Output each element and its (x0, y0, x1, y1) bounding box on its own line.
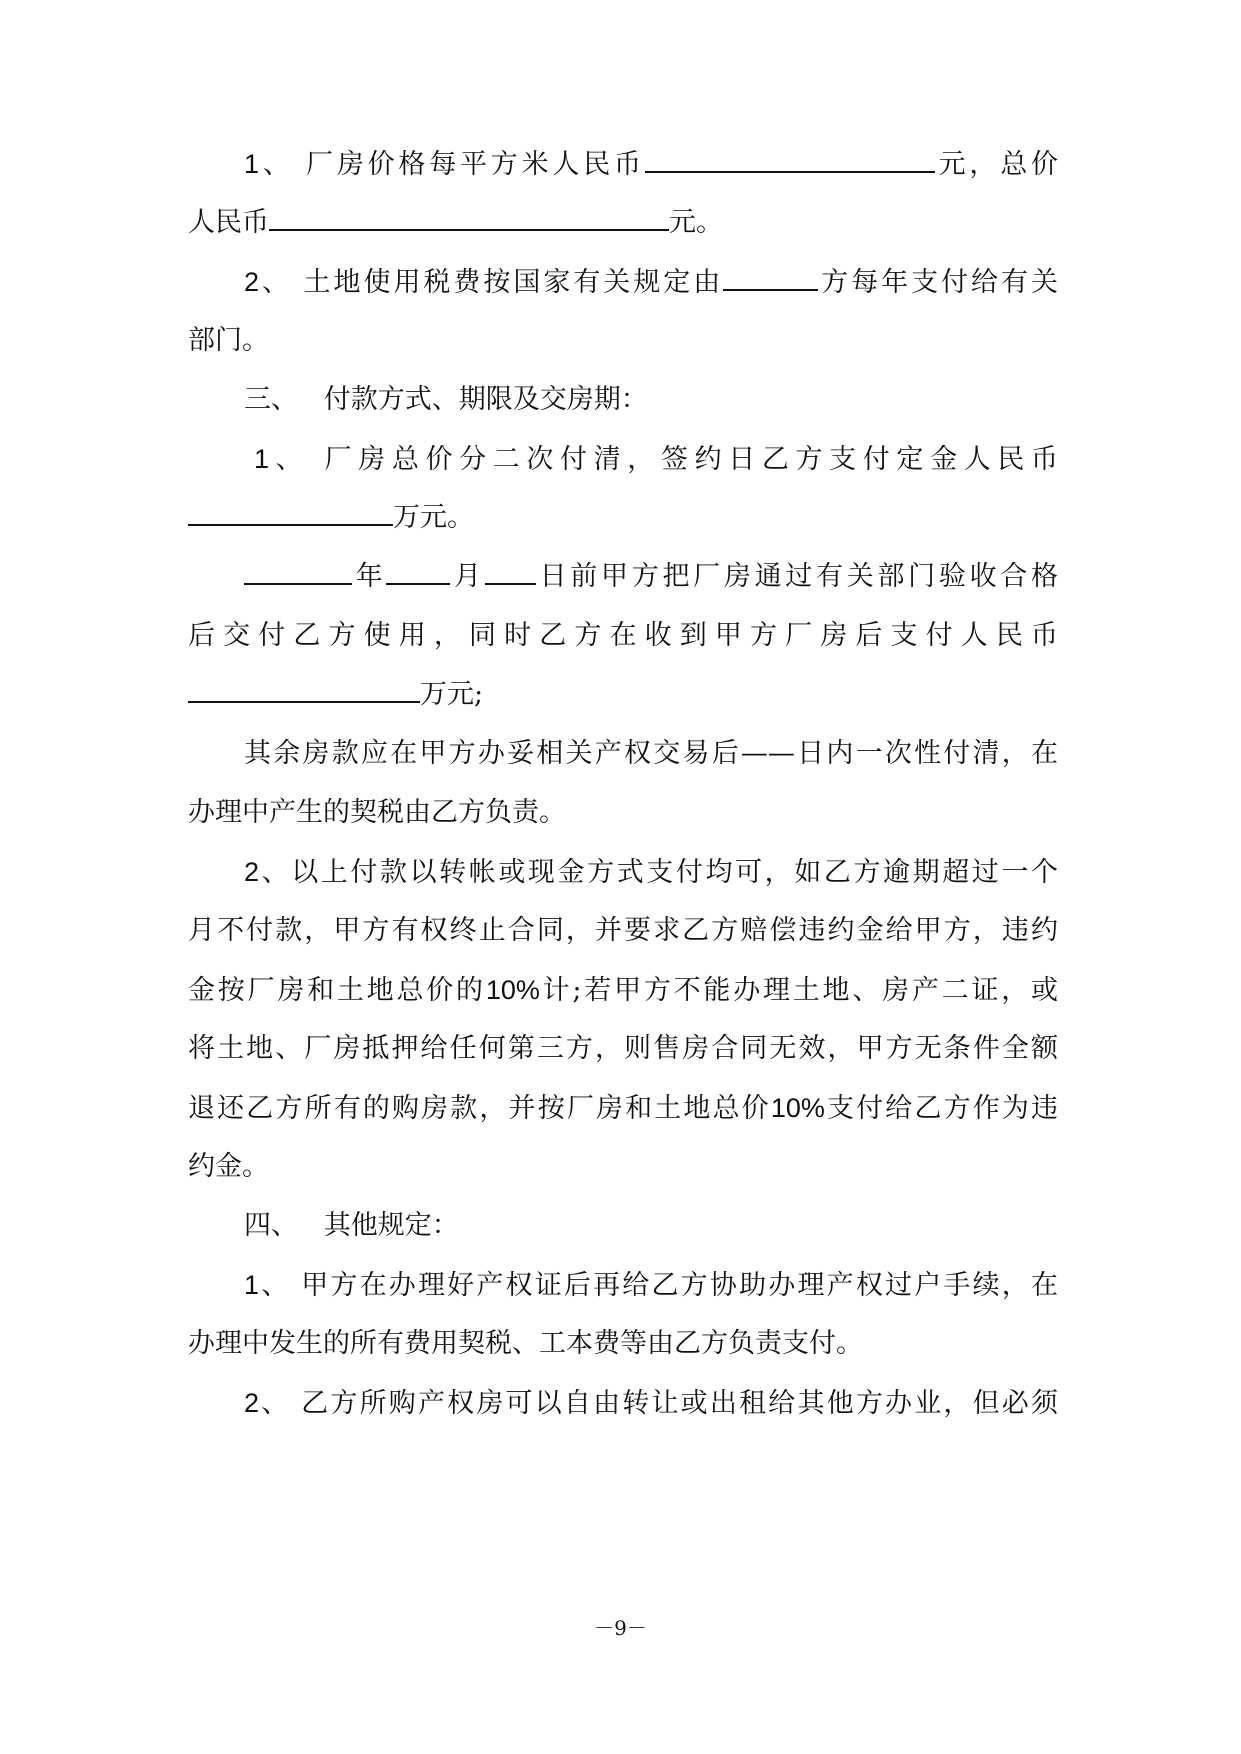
clause-price-line-1 (244, 139, 1058, 189)
clause-delivery-line-1 (244, 552, 1058, 602)
text: 人民币 (188, 207, 269, 238)
text: 甲方在办理好产权证后再给乙方协助办理产权过户手续，在 (301, 1270, 1058, 1301)
clause-tax-line-1 (244, 257, 1058, 307)
blank-field (269, 199, 669, 231)
text: 约金。 (188, 1151, 269, 1182)
page-number: －9－ (594, 1616, 647, 1640)
text: 乙方所购产权房可以自由转让或出租给其他方办业，但必须 (301, 1388, 1058, 1419)
text: 元。 (669, 207, 723, 238)
blank-field (485, 553, 536, 585)
text: 月不付款，甲方有权终止合同，并要求乙方赔偿违约金给甲方，违约 (188, 915, 1058, 946)
section-heading-4 (244, 1201, 1058, 1251)
section-number: 三、 (244, 384, 298, 415)
text: 其余房款应在甲方办妥相关产权交易后——日内一次性付清，在 (244, 738, 1058, 769)
clause-balance-line-1 (244, 729, 1058, 779)
clause-number: 1、 (244, 149, 294, 179)
blank-field (645, 141, 935, 173)
text: 将土地、厂房抵押给任何第三方，则售房合同无效，甲方无条件全额 (188, 1033, 1058, 1064)
clause-payment-line-2 (188, 493, 1058, 543)
text: 支付给乙方作为违 (824, 1093, 1059, 1124)
text: 以上付款以转帐或现金方式支付均可，如乙方逾期超过一个 (291, 857, 1058, 888)
blank-field (188, 494, 393, 526)
clause-balance-line-2 (188, 788, 1058, 838)
percentage: 10% (770, 1093, 825, 1123)
text: 万元。 (393, 502, 474, 533)
clause-number: 2、 (244, 267, 292, 297)
blank-field (244, 553, 352, 585)
text: 后交付乙方使用，同时乙方在收到甲方厂房后支付人民币 (188, 620, 1058, 651)
clause-delivery-line-2 (188, 611, 1058, 661)
clause-penalty-line-5 (188, 1083, 1058, 1133)
text: 土地使用税费按国家有关规定由 (303, 267, 724, 298)
clause-penalty-line-6 (188, 1142, 1058, 1192)
clause-resale-line-1 (244, 1378, 1058, 1428)
text: 退还乙方所有的购房款，并按厂房和土地总价 (188, 1093, 771, 1124)
text: 月 (450, 561, 485, 592)
section-heading-3 (244, 375, 1058, 425)
text: 计;若甲方不能办理土地、房产二证，或 (539, 975, 1058, 1006)
clause-penalty-line-1 (244, 847, 1058, 897)
clause-delivery-line-3 (188, 670, 1058, 720)
clause-tax-line-2 (188, 316, 1058, 366)
text: 日前甲方把厂房通过有关部门验收合格 (535, 561, 1059, 592)
text: 万元; (420, 679, 484, 710)
clause-number: 2、 (244, 857, 292, 887)
clause-number: 1、 (244, 1270, 291, 1300)
text: 金按厂房和土地总价的 (188, 975, 486, 1006)
clause-penalty-line-2 (188, 906, 1058, 956)
clause-number: 1、 (254, 444, 310, 474)
section-number: 四、 (244, 1210, 298, 1241)
section-title: 其他规定： (323, 1210, 459, 1241)
text: 办理中产生的契税由乙方负责。 (188, 797, 566, 828)
text: 方每年支付给有关 (818, 267, 1058, 298)
text: 办理中发生的所有费用契税、工本费等由乙方负责支付。 (188, 1328, 863, 1359)
blank-field (386, 553, 450, 585)
clause-penalty-line-3 (188, 965, 1058, 1015)
clause-transfer-line-1 (244, 1260, 1058, 1310)
text: 厂房价格每平方米人民币 (306, 149, 645, 180)
clause-penalty-line-4 (188, 1024, 1058, 1074)
clause-price-line-2 (188, 198, 1058, 248)
section-title: 付款方式、期限及交房期： (323, 384, 648, 415)
blank-field (188, 671, 420, 703)
text: 厂房总价分二次付清，签约日乙方支付定金人民币 (324, 444, 1058, 475)
text: 部门。 (188, 325, 269, 356)
clause-number: 2、 (244, 1388, 291, 1418)
text: 年 (352, 561, 387, 592)
text: 元，总价 (934, 149, 1059, 180)
blank-field (723, 259, 818, 291)
clause-transfer-line-2 (188, 1319, 1058, 1369)
clause-payment-line-1 (254, 434, 1058, 484)
percentage: 10% (485, 975, 540, 1005)
